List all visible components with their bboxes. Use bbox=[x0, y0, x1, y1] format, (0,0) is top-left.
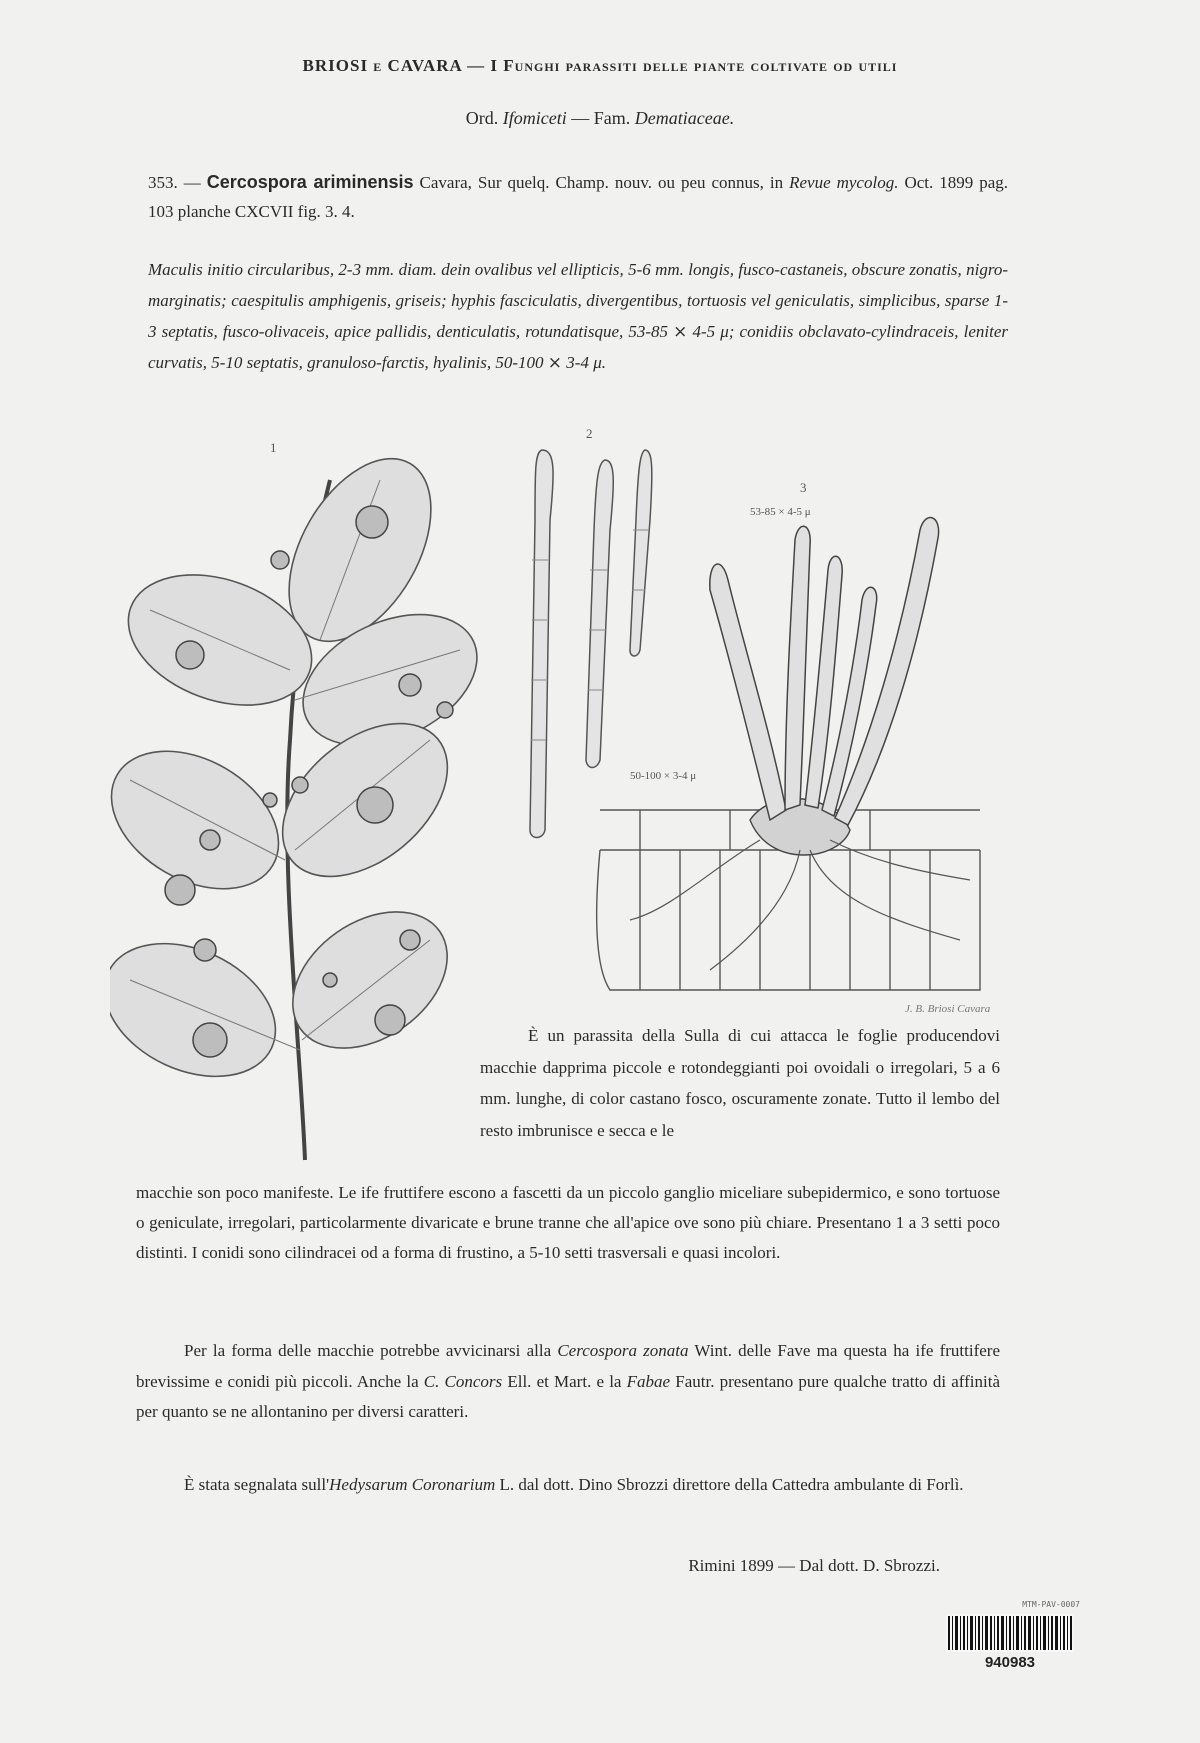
species-name: Cercospora ariminensis bbox=[206, 172, 414, 192]
entry-number: 353. — bbox=[148, 173, 201, 192]
figure-label-2: 2 bbox=[586, 426, 593, 441]
species-entry bbox=[148, 168, 1008, 226]
family-prefix: Fam. bbox=[593, 108, 631, 128]
p3-text-a: È stata segnalata sull' bbox=[184, 1475, 330, 1494]
journal-name: Revue mycolog. bbox=[789, 173, 899, 192]
order-family-line: Ord. Ifomiceti — Fam. Dematiaceae. bbox=[465, 108, 735, 128]
barcode-label bbox=[940, 1600, 1080, 1686]
place-date-line: Rimini 1899 — Dal dott. D. Sbrozzi. bbox=[688, 1556, 940, 1575]
p2-text-a: Per la forma delle macchie potrebbe avvicinarsi alla bbox=[184, 1341, 552, 1360]
paragraph-1-start: È un parassita della Sulla di cui attacca le foglie producendovi macchie dapprima piccole e rotondeggianti poi ovoidali o irregolari, 5 a 6 mm. lunghe, di color castano fosco, oscuramente zonate. Tutto il lembo del resto imbrunisce e secca e le bbox=[480, 1026, 1000, 1140]
figure-label-1: 1 bbox=[270, 440, 277, 455]
running-head: BRIOSI e CAVARA — I Funghi parassiti delle piante coltivate od utili bbox=[302, 56, 898, 75]
p2-species-3: Fabae bbox=[626, 1371, 671, 1391]
leaf-sprig-drawing bbox=[110, 440, 498, 1160]
figure-label-3: 3 bbox=[800, 480, 807, 495]
p2-text-d: Fautr. presentano pure qualche tratto di affinità per quanto se ne allontanino per diversi caratteri. bbox=[136, 1371, 1001, 1421]
p2-species-2: C. Concors bbox=[423, 1371, 503, 1391]
dimension-label-hyphae: 53-85 × 4-5 μ bbox=[750, 506, 811, 518]
barcode-icon bbox=[946, 1614, 1074, 1652]
hyphae-fascicle-drawing bbox=[597, 518, 980, 990]
citation-b: Oct. 1899 pag. 103 planche CXCVII fig. 3. 4. bbox=[148, 173, 1008, 221]
p3-text-b: L. dal dott. Dino Sbrozzi direttore della Cattedra ambulante di Forlì. bbox=[499, 1475, 964, 1494]
family-name: Dematiaceae. bbox=[634, 108, 735, 128]
artist-signature: J. B. Briosi Cavara bbox=[905, 1003, 991, 1015]
paragraph-1-continued: macchie son poco manifeste. Le ife fruttifere escono a fascetti da un piccolo ganglio miceliare subepidermico, e sono tortuose o geniculate, irregolari, particolarmente divaricate e brune tranne che all'apice ove sono più chiare. Presentano 1 a 3 setti poco distinti. I conidi sono cilindracei od a forma di frustino, a 5-10 setti trasversali e quasi incolori. bbox=[136, 1183, 1000, 1262]
order-prefix: Ord. bbox=[465, 108, 499, 128]
paragraph-3 bbox=[136, 1470, 1000, 1500]
order-name: Ifomiceti bbox=[502, 108, 567, 128]
p2-text-b: Wint. delle Fave ma questa ha ife fruttifere brevissime e conidi più piccoli. Anche la bbox=[136, 1341, 1000, 1391]
citation-a: Cavara, Sur quelq. Champ. nouv. ou peu connus, in bbox=[419, 173, 784, 192]
dimension-label-conidia: 50-100 × 3-4 μ bbox=[630, 770, 697, 782]
barcode-caption: MTM-PAV-0007 bbox=[1022, 1600, 1080, 1609]
p2-species-1: Cercospora zonata bbox=[557, 1341, 689, 1360]
latin-description: Maculis initio circularibus, 2-3 mm. diam. dein ovalibus vel ellipticis, 5-6 mm. longis, fusco-castaneis, obscure zonatis, nigro-marginatis; caespitulis amphigenis, griseis; hyphis fasciculatis, divergentibus, tortuosis vel geniculatis, simplicibus, sparse 1-3 septatis, fusco-olivaceis, apice pallidis, denticulatis, rotundatisque, 53-85 ⨯ 4-5 μ; conidiis obclavato-cylindraceis, leniter curvatis, 5-10 septatis, granuloso-farctis, hyalinis, 50-100 ⨯ 3-4 μ. bbox=[148, 260, 1008, 372]
barcode-number: 940983 bbox=[984, 1654, 1036, 1671]
p2-text-c: Ell. et Mart. e la bbox=[507, 1371, 622, 1391]
p3-host-name: Hedysarum Coronarium bbox=[329, 1475, 496, 1494]
paragraph-2 bbox=[136, 1336, 1000, 1428]
